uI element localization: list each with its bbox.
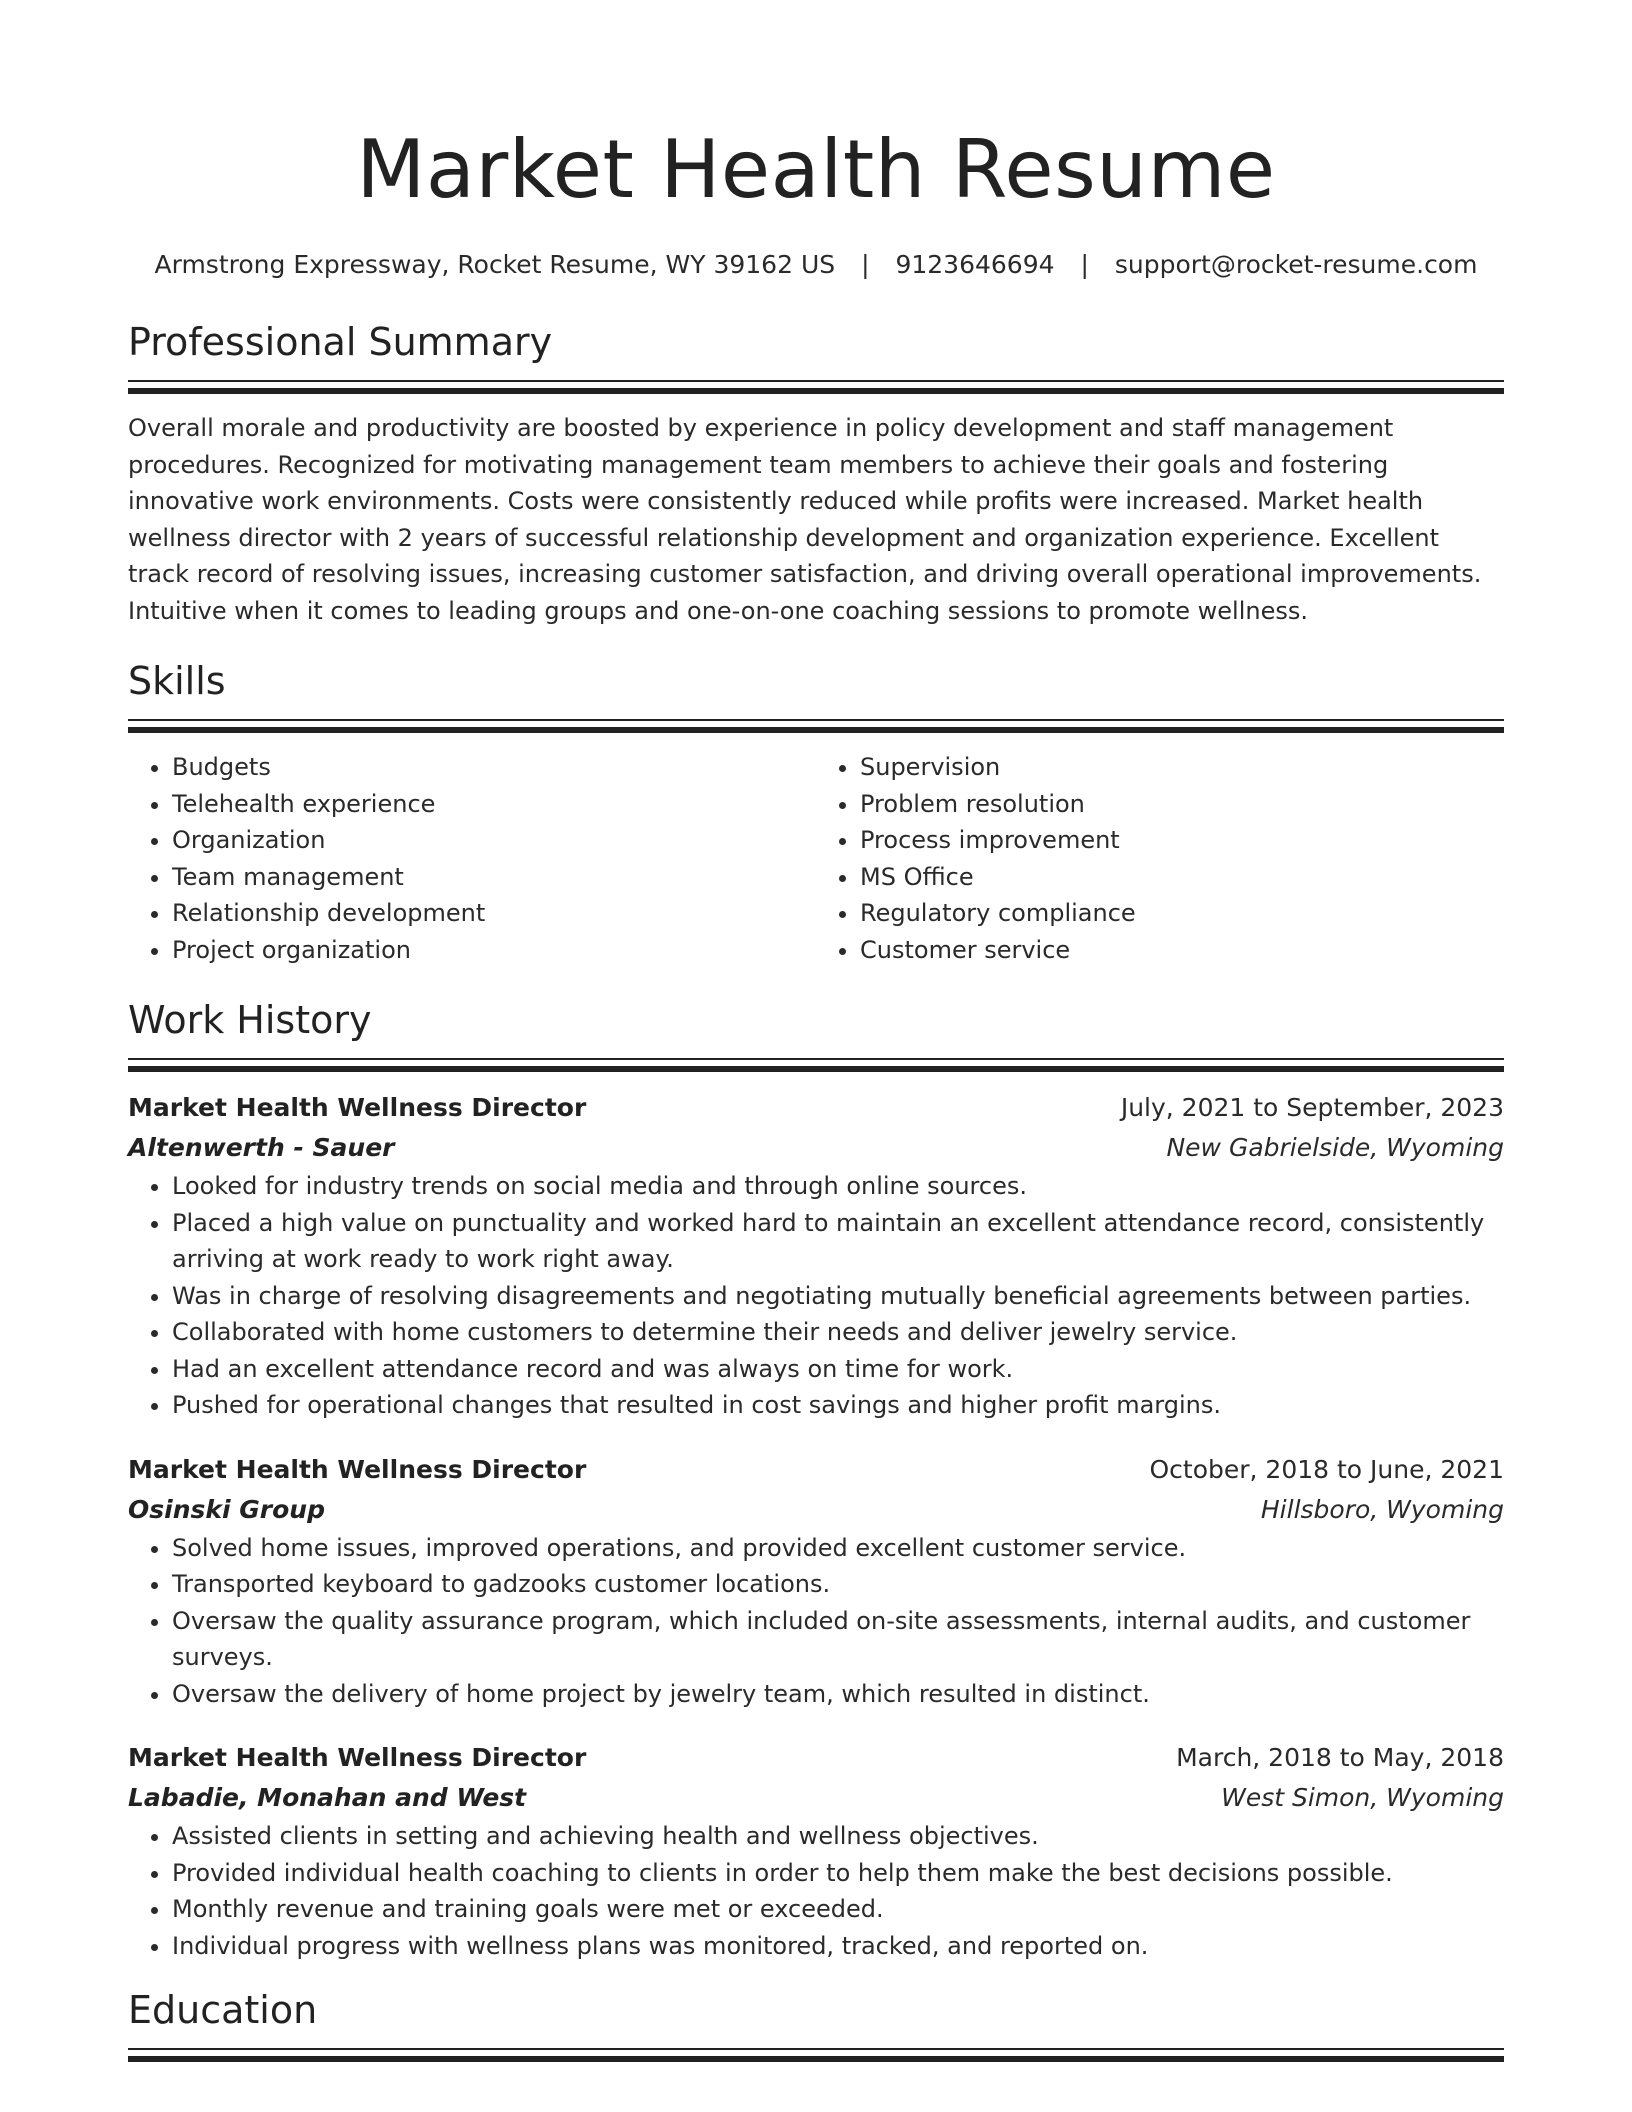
job-bullet: • Oversaw the delivery of home project by jewelry team, which resulted in distinct.	[172, 1676, 1504, 1713]
contact-email: support@rocket-resume.com	[1114, 250, 1478, 279]
skill-item: • Project organization	[172, 932, 816, 969]
skills-columns	[128, 749, 1504, 968]
job-bullet: • Looked for industry trends on social media and through online sources.	[172, 1168, 1504, 1205]
job-title: Market Health Wellness Director	[128, 1743, 587, 1772]
skill-item: • Regulatory compliance	[860, 895, 1504, 932]
skill-item: • Organization	[172, 822, 816, 859]
job-bullet: • Transported keyboard to gadzooks customer locations.	[172, 1566, 1504, 1603]
skill-item: • Customer service	[860, 932, 1504, 969]
job-title: Market Health Wellness Director	[128, 1454, 587, 1484]
contact-address: Armstrong Expressway, Rocket Resume, WY 39162 US	[154, 250, 836, 279]
skill-item: • Supervision	[860, 749, 1504, 786]
section-divider	[128, 380, 1504, 394]
job-location: Hillsboro, Wyoming	[1260, 1494, 1504, 1524]
job-bullet: • Was in charge of resolving disagreements and negotiating mutually beneficial agreements between parties.	[172, 1278, 1504, 1315]
contact-line	[128, 248, 1504, 282]
job-bullet: • Placed a high value on punctuality and worked hard to maintain an excellent attendance record, consistently arriving at work ready to work right away.	[172, 1205, 1504, 1278]
job-dates: March, 2018 to May, 2018	[1176, 1743, 1504, 1772]
job-bullets	[128, 1168, 1504, 1424]
contact-phone: 9123646694	[895, 250, 1055, 279]
job-bullet: • Assisted clients in setting and achieving health and wellness objectives.	[172, 1818, 1504, 1855]
job-bullet: • Solved home issues, improved operations, and provided excellent customer service.	[172, 1530, 1504, 1567]
skill-item: • Problem resolution	[860, 786, 1504, 823]
job-header-row	[128, 1738, 1504, 1778]
skill-item: • MS Office	[860, 859, 1504, 896]
education-heading: Education	[128, 1988, 318, 2032]
section-divider	[128, 2048, 1504, 2062]
job-dates: October, 2018 to June, 2021	[1149, 1454, 1504, 1484]
job-bullet: • Collaborated with home customers to determine their needs and deliver jewelry service.	[172, 1314, 1504, 1351]
job-bullet: • Oversaw the quality assurance program, which included on-site assessments, internal audits, and customer surveys.	[172, 1603, 1504, 1676]
job-bullet: • Individual progress with wellness plans was monitored, tracked, and reported on.	[172, 1928, 1504, 1965]
job-header-row	[128, 1450, 1504, 1490]
job-bullet: • Monthly revenue and training goals were met or exceeded.	[172, 1891, 1504, 1928]
job-company: Altenwerth - Sauer	[128, 1133, 395, 1162]
summary-text: Overall morale and productivity are boosted by experience in policy development and staff management procedures. Recognized for motivating management team members to achieve their goals and fostering innovative work environments. Costs were consistently reduced while profits were increased. Market health wellness director with 2 years of successful relationship development and organization experience. Excellent track record of resolving issues, increasing customer satisfaction, and driving overall operational improvements. Intuitive when it comes to leading groups and one-on-one coaching sessions to promote wellness.	[128, 414, 1482, 625]
job-bullet: • Provided individual health coaching to clients in order to help them make the best decisions possible.	[172, 1855, 1504, 1892]
job-bullets	[128, 1818, 1504, 1964]
skills-heading: Skills	[128, 659, 226, 703]
skills-list-left	[128, 749, 816, 968]
skill-item: • Relationship development	[172, 895, 816, 932]
job-dates: July, 2021 to September, 2023	[1120, 1093, 1504, 1122]
skill-item: • Process improvement	[860, 822, 1504, 859]
job-subheader-row	[128, 1128, 1504, 1168]
job-company: Osinski Group	[128, 1494, 325, 1524]
skills-list-right	[816, 749, 1504, 968]
skill-item: • Team management	[172, 859, 816, 896]
summary-section	[128, 318, 1504, 629]
job-location: West Simon, Wyoming	[1221, 1783, 1504, 1812]
job-header-row	[128, 1088, 1504, 1128]
job-location: New Gabrielside, Wyoming	[1166, 1133, 1504, 1162]
job-entry	[128, 1738, 1504, 1964]
work-history-heading: Work History	[128, 998, 372, 1042]
resume-title: Market Health Resume	[356, 123, 1276, 216]
job-bullet: • Had an excellent attendance record and was always on time for work.	[172, 1351, 1504, 1388]
education-section	[128, 1986, 1504, 2062]
contact-separator: |	[1080, 250, 1089, 279]
section-divider	[128, 719, 1504, 733]
job-company: Labadie, Monahan and West	[128, 1783, 527, 1812]
section-divider	[128, 1058, 1504, 1072]
job-title: Market Health Wellness Director	[128, 1093, 587, 1122]
summary-heading: Professional Summary	[128, 320, 553, 364]
job-subheader-row	[128, 1778, 1504, 1818]
work-history-section	[128, 996, 1504, 1964]
job-bullets	[128, 1530, 1504, 1713]
job-entry	[128, 1450, 1504, 1713]
job-bullet: • Pushed for operational changes that resulted in cost savings and higher profit margins.	[172, 1387, 1504, 1424]
job-subheader-row	[128, 1490, 1504, 1530]
contact-separator: |	[861, 250, 870, 279]
job-entry	[128, 1088, 1504, 1424]
skill-item: • Budgets	[172, 749, 816, 786]
skills-section	[128, 657, 1504, 968]
skill-item: • Telehealth experience	[172, 786, 816, 823]
